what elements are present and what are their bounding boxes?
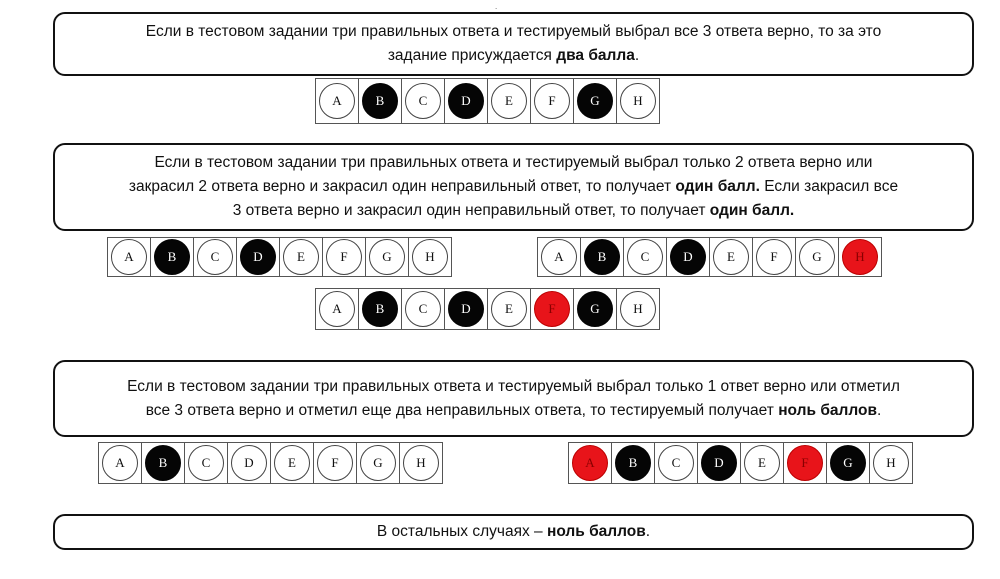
rule2-line2	[55, 175, 972, 199]
answer-cell	[316, 79, 359, 123]
answer-cell	[409, 238, 452, 276]
answer-cell	[710, 238, 753, 276]
answer-bubble-g-empty: G	[799, 239, 835, 275]
answer-bubble-a-empty: A	[319, 291, 355, 327]
answer-cell	[108, 238, 151, 276]
rule1-line2	[55, 44, 972, 68]
answer-bubble-a-empty: A	[541, 239, 577, 275]
answer-cell	[366, 238, 409, 276]
answer-bubble-e-empty: E	[713, 239, 749, 275]
answer-cell	[784, 443, 827, 483]
answer-bubble-e-empty: E	[274, 445, 310, 481]
answer-bubble-e-empty: E	[283, 239, 319, 275]
answer-cell	[237, 238, 280, 276]
answer-cell	[323, 238, 366, 276]
answer-bubble-c-empty: C	[188, 445, 224, 481]
answer-bubble-c-empty: C	[405, 83, 441, 119]
answer-cell	[151, 238, 194, 276]
answer-cell	[624, 238, 667, 276]
answer-cell	[796, 238, 839, 276]
answer-cell	[357, 443, 400, 483]
answer-bubble-b-black: B	[615, 445, 651, 481]
answer-cell	[445, 289, 488, 329]
answer-bubble-e-empty: E	[744, 445, 780, 481]
answer-cell	[574, 79, 617, 123]
top-mark: .	[495, 2, 498, 11]
rule2-line2-text: закрасил 2 ответа верно и закрасил один неправильный ответ, то получает	[128, 178, 676, 195]
answer-bubble-d-black: D	[670, 239, 706, 275]
rule3-line2-text: все 3 ответа верно и отметил еще два неправильных ответа, то тестируемый получает	[145, 401, 779, 419]
answer-bubble-b-black: B	[362, 83, 398, 119]
rule-box-two-points	[53, 12, 974, 76]
answer-cell	[839, 238, 882, 276]
answer-strip-1	[315, 78, 660, 124]
answer-strip-2	[107, 237, 452, 277]
rule-box-other-cases	[53, 514, 974, 550]
answer-cell	[531, 289, 574, 329]
rule2-line2-end: Если закрасил все	[759, 178, 899, 195]
rule3-score-zero: ноль баллов	[778, 401, 877, 419]
answer-bubble-e-empty: E	[491, 291, 527, 327]
answer-cell	[402, 289, 445, 329]
answer-bubble-h-empty: H	[620, 83, 656, 119]
answer-strip-5	[98, 442, 443, 484]
answer-cell	[574, 289, 617, 329]
answer-bubble-d-black: D	[448, 83, 484, 119]
answer-cell	[314, 443, 357, 483]
answer-bubble-f-empty: F	[756, 239, 792, 275]
answer-cell	[142, 443, 185, 483]
answer-cell	[402, 79, 445, 123]
answer-bubble-h-red: H	[842, 239, 878, 275]
answer-bubble-g-black: G	[577, 291, 613, 327]
answer-bubble-f-empty: F	[317, 445, 353, 481]
answer-cell	[538, 238, 581, 276]
rule1-score-two: два балла	[556, 47, 635, 64]
answer-cell	[753, 238, 796, 276]
answer-cell	[667, 238, 710, 276]
answer-cell	[531, 79, 574, 123]
rule2-line3-text: 3 ответа верно и закрасил один неправильный ответ, то получает	[232, 202, 710, 219]
answer-strip-6	[568, 442, 913, 484]
answer-cell	[194, 238, 237, 276]
answer-bubble-d-black: D	[448, 291, 484, 327]
answer-cell	[185, 443, 228, 483]
rule2-line1: Если в тестовом задании три правильных ответа и тестируемый выбрал только 2 ответа верно или	[154, 154, 873, 171]
answer-cell	[827, 443, 870, 483]
rule2-score-one-b: один балл.	[709, 202, 795, 219]
answer-cell	[569, 443, 612, 483]
answer-cell	[400, 443, 443, 483]
answer-cell	[271, 443, 314, 483]
answer-bubble-e-empty: E	[491, 83, 527, 119]
answer-bubble-g-black: G	[830, 445, 866, 481]
answer-cell	[228, 443, 271, 483]
answer-cell	[698, 443, 741, 483]
answer-cell	[488, 79, 531, 123]
answer-bubble-b-black: B	[145, 445, 181, 481]
answer-strip-3	[537, 237, 882, 277]
rule3-line1: Если в тестовом задании три правильных ответа и тестируемый выбрал только 1 ответ верно или отметил	[127, 377, 900, 395]
answer-cell	[359, 79, 402, 123]
answer-cell	[655, 443, 698, 483]
answer-bubble-h-empty: H	[620, 291, 656, 327]
answer-cell	[280, 238, 323, 276]
answer-cell	[581, 238, 624, 276]
answer-bubble-g-black: G	[577, 83, 613, 119]
answer-bubble-d-black: D	[701, 445, 737, 481]
answer-bubble-d-black: D	[240, 239, 276, 275]
rule4-score-zero: ноль баллов	[546, 523, 646, 540]
answer-bubble-a-empty: A	[111, 239, 147, 275]
rule-box-zero-points	[53, 360, 974, 437]
rule-box-one-point	[53, 143, 974, 231]
answer-bubble-h-empty: H	[403, 445, 439, 481]
answer-bubble-a-red: A	[572, 445, 608, 481]
answer-bubble-b-black: B	[362, 291, 398, 327]
rule2-line3	[55, 199, 972, 223]
answer-bubble-d-empty: D	[231, 445, 267, 481]
answer-bubble-h-empty: H	[412, 239, 448, 275]
answer-bubble-g-empty: G	[360, 445, 396, 481]
answer-bubble-f-red: F	[787, 445, 823, 481]
answer-cell	[445, 79, 488, 123]
answer-strip-4	[315, 288, 660, 330]
answer-cell	[359, 289, 402, 329]
rule4-text: В остальных случаях –	[376, 523, 547, 540]
answer-bubble-c-empty: C	[627, 239, 663, 275]
rule2-score-one-a: один балл.	[675, 178, 760, 195]
answer-bubble-b-black: B	[584, 239, 620, 275]
answer-cell	[741, 443, 784, 483]
answer-bubble-f-empty: F	[326, 239, 362, 275]
rule4-line	[55, 520, 972, 544]
answer-bubble-c-empty: C	[405, 291, 441, 327]
rule3-line2	[55, 399, 972, 423]
rule4-text-end: .	[645, 523, 651, 540]
answer-cell	[99, 443, 142, 483]
answer-bubble-h-empty: H	[873, 445, 909, 481]
answer-bubble-a-empty: A	[319, 83, 355, 119]
answer-cell	[316, 289, 359, 329]
answer-bubble-b-black: B	[154, 239, 190, 275]
answer-bubble-f-red: F	[534, 291, 570, 327]
answer-bubble-g-empty: G	[369, 239, 405, 275]
rule1-line1: Если в тестовом задании три правильных ответа и тестируемый выбрал все 3 ответа верно, то за это	[145, 23, 882, 40]
answer-cell	[617, 79, 660, 123]
answer-cell	[617, 289, 660, 329]
answer-cell	[488, 289, 531, 329]
answer-cell	[612, 443, 655, 483]
answer-cell	[870, 443, 913, 483]
rule1-line2-end: .	[634, 47, 640, 64]
rule3-line2-end: .	[877, 401, 882, 419]
rule1-line2-text: задание присуждается	[387, 47, 557, 64]
answer-bubble-c-empty: C	[197, 239, 233, 275]
answer-bubble-f-empty: F	[534, 83, 570, 119]
answer-bubble-a-empty: A	[102, 445, 138, 481]
answer-bubble-c-empty: C	[658, 445, 694, 481]
